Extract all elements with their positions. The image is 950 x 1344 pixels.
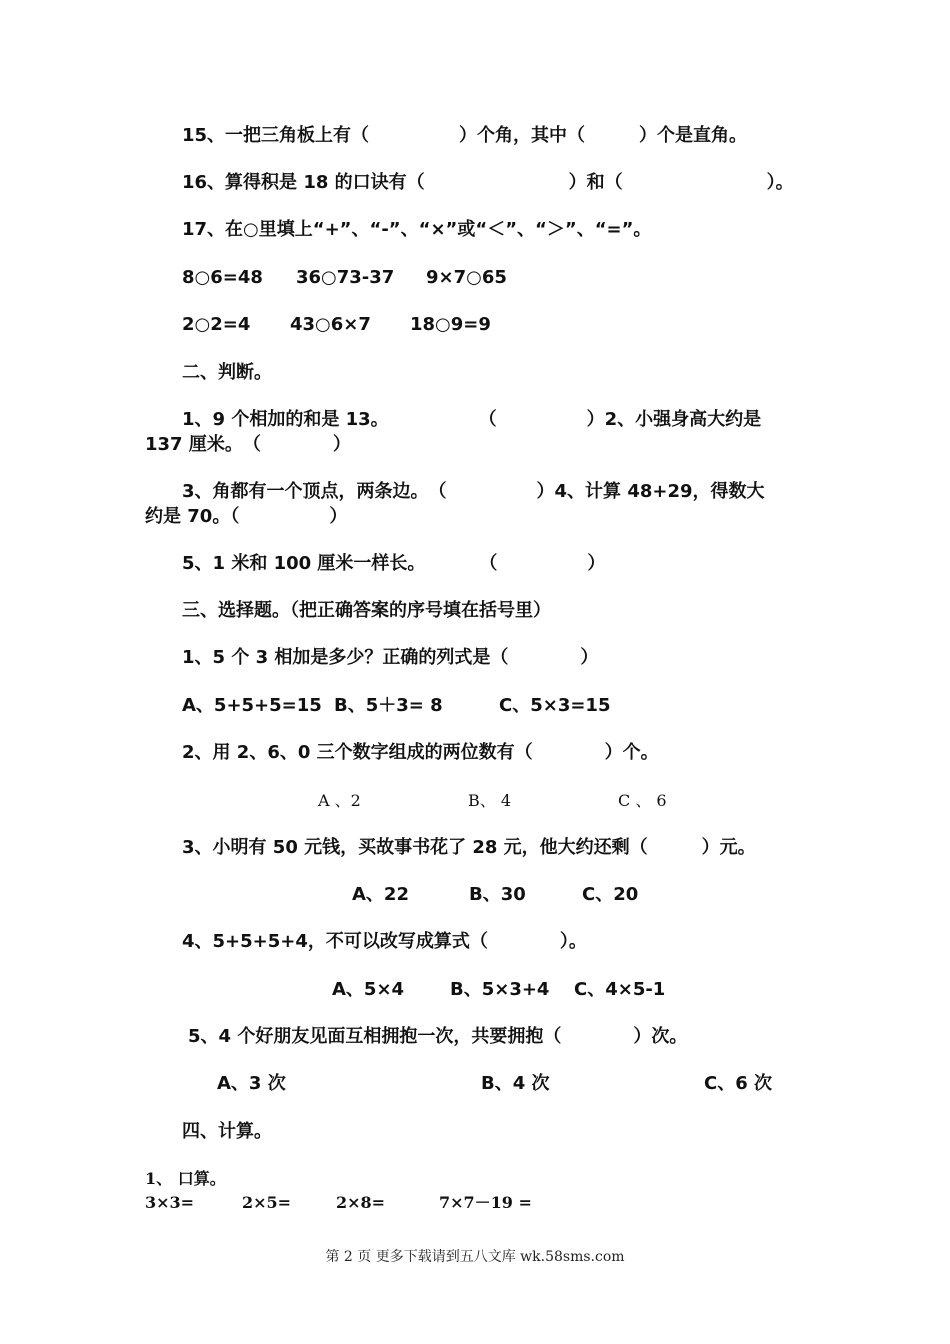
choice-option: C、4×5-1 <box>574 979 666 1000</box>
calc-item: 2×5= <box>242 1193 292 1212</box>
choice-option: B、5＋3= 8 <box>334 695 443 716</box>
choice-option: C、6 次 <box>704 1073 773 1094</box>
calc-item: 3×3= <box>145 1193 195 1212</box>
judge-line: 5、1 米和 100 厘米一样长。 （ ） <box>182 553 606 574</box>
choice-option: B、4 次 <box>481 1073 550 1094</box>
calc-subheading: 1、 口算。 <box>145 1169 226 1188</box>
choice-option: A、5+5+5=15 <box>182 695 322 716</box>
judge-line: 约是 70。（ ） <box>145 506 348 527</box>
compare-item: 8○6=48 <box>182 267 263 288</box>
choice-option: C、20 <box>582 884 639 905</box>
page-footer: 第 2 页 更多下载请到五八文库 wk.58sms.com <box>325 1249 625 1265</box>
choice-option: B、5×3+4 <box>450 979 550 1000</box>
question-15: 15、一把三角板上有（ ）个角，其中（ ）个是直角。 <box>182 125 748 146</box>
calc-item: 7×7－19 = <box>439 1193 532 1212</box>
judge-line: 1、9 个相加的和是 13。 （ ）2、小强身高大约是 <box>182 409 762 430</box>
section-heading-judge: 二、判断。 <box>182 362 272 383</box>
judge-line: 137 厘米。 （ ） <box>145 434 351 455</box>
choice-option: C 、 6 <box>618 791 667 810</box>
compare-item: 43○6×7 <box>290 314 371 335</box>
choice-option: A、22 <box>352 884 409 905</box>
choice-question-3: 3、小明有 50 元钱，买故事书花了 28 元，他大约还剩（ ）元。 <box>182 837 756 858</box>
question-17: 17、在○里填上“+”、“-”、“×”或“＜”、“＞”、“=”。 <box>182 219 652 240</box>
choice-question-2: 2、用 2、6、0 三个数字组成的两位数有（ ）个。 <box>182 742 659 763</box>
compare-item: 18○9=9 <box>410 314 491 335</box>
section-heading-choice: 三、选择题。（把正确答案的序号填在括号里） <box>182 600 551 621</box>
calc-item: 2×8= <box>336 1193 386 1212</box>
compare-item: 36○73-37 <box>296 267 395 288</box>
choice-option: A、3 次 <box>217 1073 286 1094</box>
section-heading-calc: 四、计算。 <box>182 1121 272 1142</box>
choice-option: B、30 <box>469 884 526 905</box>
choice-option: A、5×4 <box>332 979 405 1000</box>
judge-line: 3、角都有一个顶点，两条边。 （ ）4、计算 48+29，得数大 <box>182 481 765 502</box>
question-16: 16、算得积是 18 的口诀有（ ）和（ ）。 <box>182 172 794 193</box>
choice-question-4: 4、5+5+5+4，不可以改写成算式（ ）。 <box>182 931 587 952</box>
choice-question-5: 5、4 个好朋友见面互相拥抱一次，共要拥抱（ ）次。 <box>188 1026 688 1047</box>
compare-item: 9×7○65 <box>426 267 507 288</box>
choice-option: B、 4 <box>468 791 512 810</box>
choice-option: C、5×3=15 <box>499 695 611 716</box>
choice-question-1: 1、5 个 3 相加是多少？正确的列式是（ ） <box>182 647 599 668</box>
choice-option: A 、2 <box>318 791 361 810</box>
compare-item: 2○2=4 <box>182 314 251 335</box>
